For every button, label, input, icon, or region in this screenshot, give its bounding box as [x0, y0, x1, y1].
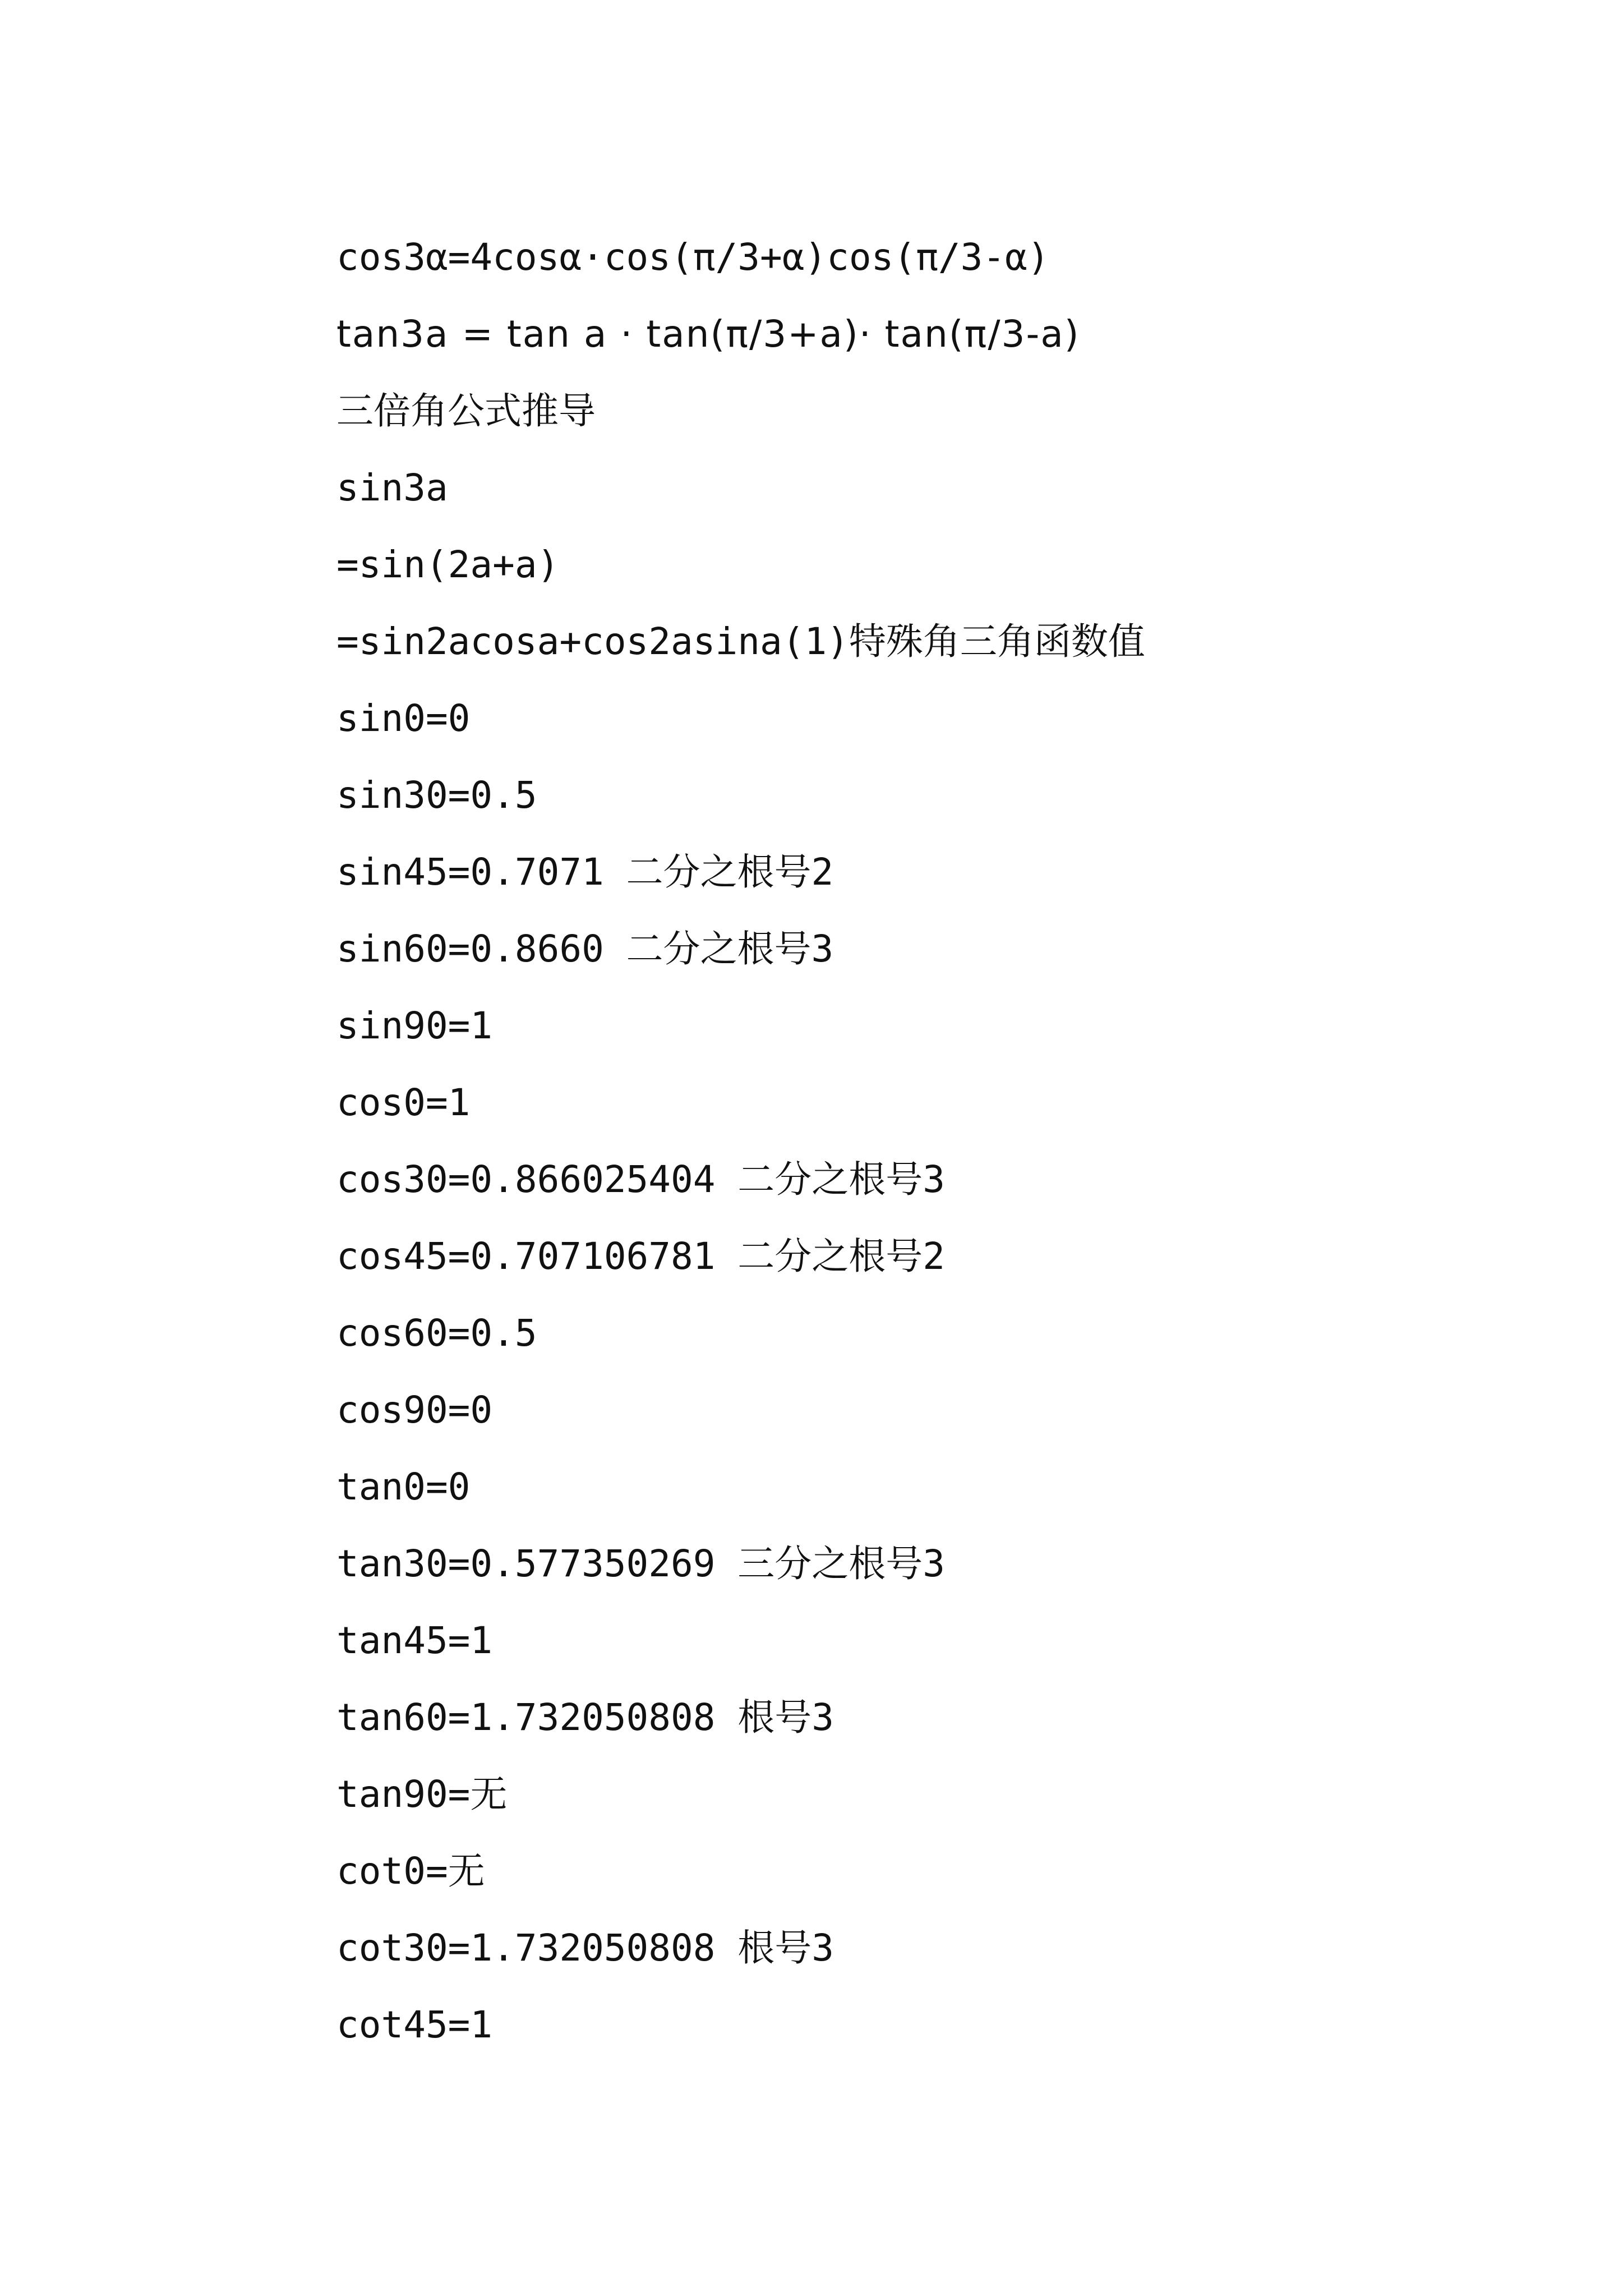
section-heading: 三倍角公式推导: [336, 389, 596, 432]
value-line: cot0=无: [336, 1849, 485, 1893]
value-line: tan45=1: [336, 1619, 493, 1662]
value-line: tan30=0.577350269 三分之根号3: [336, 1542, 945, 1585]
value-line: sin90=1: [336, 1004, 493, 1047]
value-line: cos60=0.5: [336, 1312, 537, 1355]
formula-tan3a: tan3a = tan a · tan(π/3+a)· tan(π/3-a): [336, 312, 1080, 356]
value-line: cos30=0.866025404 二分之根号3: [336, 1158, 945, 1201]
value-line: sin0=0: [336, 697, 471, 740]
formula-cos3a: cos3α=4cosα·cos(π/3+α)cos(π/3-α): [336, 236, 1050, 279]
value-line: cot30=1.732050808 根号3: [336, 1926, 834, 1970]
value-line: tan90=无: [336, 1773, 508, 1816]
value-line: cot45=1: [336, 2003, 493, 2046]
derivation-line: =sin(2a+a): [336, 543, 560, 586]
value-line: sin45=0.7071 二分之根号2: [336, 850, 834, 894]
value-line: tan0=0: [336, 1465, 471, 1508]
value-line: cos90=0: [336, 1388, 493, 1432]
value-line: cos45=0.707106781 二分之根号2: [336, 1235, 945, 1278]
value-line: tan60=1.732050808 根号3: [336, 1696, 834, 1739]
value-line: sin30=0.5: [336, 774, 537, 817]
value-line: cos0=1: [336, 1081, 471, 1124]
document-body: [336, 219, 1542, 2063]
derivation-line: =sin2acosa+cos2asina(1)特殊角三角函数值: [336, 620, 1145, 663]
value-line: sin60=0.8660 二分之根号3: [336, 927, 834, 970]
derivation-line: sin3a: [336, 466, 448, 509]
